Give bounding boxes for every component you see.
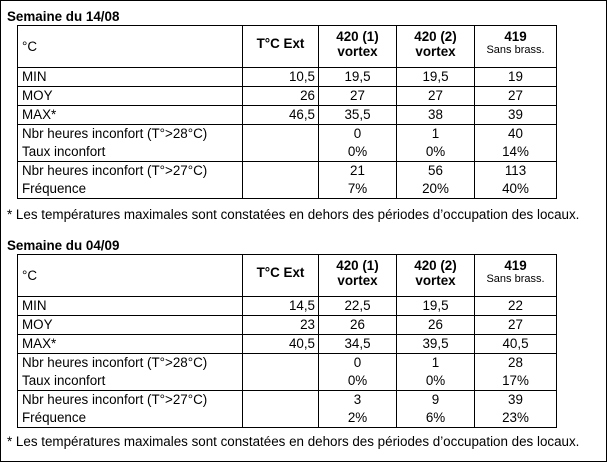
cell-ext: 10,5 [243, 68, 319, 87]
table-row-moy [18, 316, 557, 335]
temperature-table [17, 254, 557, 428]
table-row-hours-28 [18, 354, 557, 373]
row-label: MOY [18, 316, 243, 335]
cell-420-2: 1 [397, 354, 475, 373]
cell-420-2: 26 [397, 316, 475, 335]
cell-420-2: 9 [397, 391, 475, 410]
row-label: MIN [18, 297, 243, 316]
table-row-hours-28 [18, 125, 557, 144]
header-room-419: 419 Sans brass. [475, 255, 557, 297]
table-row-frequence [18, 180, 557, 199]
temperature-table [17, 25, 557, 199]
table-header-row [18, 26, 557, 68]
table-row-hours-27 [18, 391, 557, 410]
row-label: MAX* [18, 106, 243, 125]
table-header-row [18, 255, 557, 297]
table-row-hours-27 [18, 162, 557, 181]
cell-ext [243, 354, 319, 373]
cell-ext [243, 125, 319, 144]
row-label: MAX* [18, 335, 243, 354]
section-title: Semaine du 04/09 [7, 238, 120, 253]
header-room-420-1: 420 (1) vortex [319, 26, 397, 68]
footnote: * Les températures maximales sont constatées en dehors des périodes d’occupation des locaux. [7, 207, 580, 222]
cell-420-1: 0 [319, 354, 397, 373]
row-label: MOY [18, 87, 243, 106]
cell-420-2: 27 [397, 87, 475, 106]
row-label: Nbr heures inconfort (T°>28°C) [18, 354, 243, 373]
cell-ext [243, 409, 319, 428]
cell-ext: 40,5 [243, 335, 319, 354]
cell-419: 40 [475, 125, 557, 144]
cell-420-1: 21 [319, 162, 397, 181]
cell-420-1: 34,5 [319, 335, 397, 354]
row-label: Nbr heures inconfort (T°>27°C) [18, 391, 243, 410]
cell-419: 40,5 [475, 335, 557, 354]
header-unit: °C [18, 255, 243, 297]
cell-420-1: 0 [319, 125, 397, 144]
cell-420-1: 0% [319, 143, 397, 162]
cell-420-2: 20% [397, 180, 475, 199]
cell-ext: 14,5 [243, 297, 319, 316]
footnote: * Les températures maximales sont constatées en dehors des périodes d’occupation des locaux. [7, 434, 580, 449]
table-row-min [18, 68, 557, 87]
cell-419: 40% [475, 180, 557, 199]
row-label: Nbr heures inconfort (T°>28°C) [18, 125, 243, 144]
cell-419: 39 [475, 106, 557, 125]
row-label: Taux inconfort [18, 143, 243, 162]
table-row-max [18, 335, 557, 354]
cell-420-2: 38 [397, 106, 475, 125]
header-room-420-2: 420 (2) vortex [397, 26, 475, 68]
cell-420-2: 19,5 [397, 297, 475, 316]
cell-419: 113 [475, 162, 557, 181]
header-ext: T°C Ext [243, 26, 319, 68]
table-row-moy [18, 87, 557, 106]
cell-ext [243, 372, 319, 391]
cell-ext: 46,5 [243, 106, 319, 125]
cell-419: 19 [475, 68, 557, 87]
cell-420-2: 56 [397, 162, 475, 181]
cell-419: 27 [475, 87, 557, 106]
cell-420-2: 39,5 [397, 335, 475, 354]
cell-420-1: 2% [319, 409, 397, 428]
cell-420-2: 0% [397, 143, 475, 162]
cell-420-2: 0% [397, 372, 475, 391]
table-row-max [18, 106, 557, 125]
cell-ext [243, 180, 319, 199]
cell-ext [243, 391, 319, 410]
cell-420-2: 19,5 [397, 68, 475, 87]
table-row-taux [18, 372, 557, 391]
row-label: Taux inconfort [18, 372, 243, 391]
cell-419: 22 [475, 297, 557, 316]
cell-420-2: 6% [397, 409, 475, 428]
cell-ext: 26 [243, 87, 319, 106]
table-row-frequence [18, 409, 557, 428]
cell-420-1: 0% [319, 372, 397, 391]
cell-420-1: 35,5 [319, 106, 397, 125]
row-label: MIN [18, 68, 243, 87]
cell-420-1: 22,5 [319, 297, 397, 316]
cell-419: 17% [475, 372, 557, 391]
cell-ext [243, 143, 319, 162]
header-unit: °C [18, 26, 243, 68]
cell-ext: 23 [243, 316, 319, 335]
cell-420-2: 1 [397, 125, 475, 144]
section-title: Semaine du 14/08 [7, 9, 120, 24]
row-label: Fréquence [18, 180, 243, 199]
cell-420-1: 26 [319, 316, 397, 335]
cell-420-1: 3 [319, 391, 397, 410]
cell-419: 28 [475, 354, 557, 373]
header-room-420-1: 420 (1) vortex [319, 255, 397, 297]
table-row-taux [18, 143, 557, 162]
cell-420-1: 27 [319, 87, 397, 106]
header-room-420-2: 420 (2) vortex [397, 255, 475, 297]
cell-420-1: 7% [319, 180, 397, 199]
cell-420-1: 19,5 [319, 68, 397, 87]
table-row-min [18, 297, 557, 316]
cell-ext [243, 162, 319, 181]
cell-419: 14% [475, 143, 557, 162]
cell-419: 27 [475, 316, 557, 335]
row-label: Nbr heures inconfort (T°>27°C) [18, 162, 243, 181]
header-ext: T°C Ext [243, 255, 319, 297]
cell-419: 23% [475, 409, 557, 428]
header-room-419: 419 Sans brass. [475, 26, 557, 68]
cell-419: 39 [475, 391, 557, 410]
row-label: Fréquence [18, 409, 243, 428]
